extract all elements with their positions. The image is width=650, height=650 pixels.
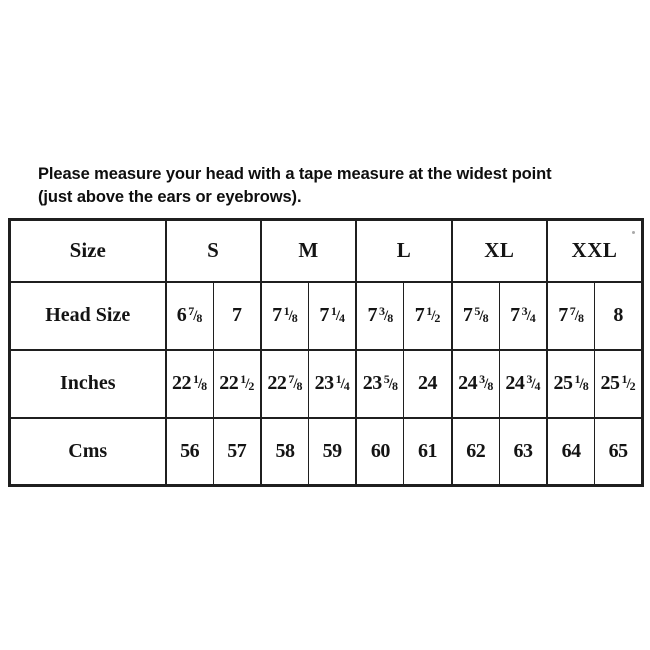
fraction-numerator: 1 <box>574 372 581 386</box>
value-whole: 65 <box>608 439 628 462</box>
value-fraction <box>575 372 589 394</box>
value-fraction <box>379 304 393 326</box>
corner-size-label: Size <box>10 220 166 282</box>
fraction-slash: / <box>479 308 484 324</box>
value-whole: 62 <box>466 439 486 462</box>
value-whole: 64 <box>561 439 581 462</box>
size-group-l: L <box>356 220 451 282</box>
value-whole: 59 <box>322 439 342 462</box>
value-whole: 23 <box>314 372 334 394</box>
value-fraction <box>288 372 302 394</box>
fraction-numerator: 3 <box>526 372 533 386</box>
inches-value-cell <box>356 350 404 418</box>
head-size-value-cell <box>356 282 404 350</box>
size-group-s: S <box>166 220 261 282</box>
fraction-numerator: 1 <box>426 304 433 318</box>
head-size-value-cell <box>213 282 261 350</box>
fraction-slash: / <box>335 308 340 324</box>
value-whole: 7 <box>414 304 425 326</box>
head-size-value-cell <box>261 282 309 350</box>
fraction-slash: / <box>574 308 579 324</box>
inches-value-cell <box>452 350 500 418</box>
value-whole: 24 <box>458 372 478 394</box>
cms-value-cell <box>499 418 547 486</box>
fraction-denominator: 8 <box>391 379 398 393</box>
value-fraction <box>479 372 493 394</box>
fraction-denominator: 8 <box>577 311 584 325</box>
fraction-slash: / <box>531 376 536 392</box>
value-whole: 7 <box>272 304 282 326</box>
fraction-denominator: 8 <box>582 379 589 393</box>
value-fraction <box>284 304 298 326</box>
inches-value-cell <box>213 350 261 418</box>
head-size-value-cell <box>309 282 357 350</box>
cms-row <box>10 418 643 486</box>
value-fraction <box>474 304 488 326</box>
fraction-denominator: 8 <box>387 311 394 325</box>
value-whole: 25 <box>600 372 620 394</box>
fraction-numerator: 3 <box>479 372 486 386</box>
fraction-denominator: 8 <box>482 311 489 325</box>
value-whole: 56 <box>180 439 200 462</box>
value-fraction <box>526 372 540 394</box>
value-whole: 7 <box>319 304 329 326</box>
value-whole: 8 <box>613 304 623 326</box>
fraction-numerator: 1 <box>283 304 290 318</box>
cms-value-cell <box>595 418 643 486</box>
value-whole: 24 <box>418 372 438 394</box>
measure-instruction <box>38 163 628 208</box>
value-fraction <box>188 304 202 326</box>
fraction-numerator: 3 <box>521 304 528 318</box>
value-whole: 60 <box>370 439 390 462</box>
fraction-numerator: 1 <box>621 372 628 386</box>
cms-value-cell <box>356 418 404 486</box>
cms-value-cell <box>452 418 500 486</box>
inches-value-cell <box>547 350 595 418</box>
value-fraction <box>426 304 440 326</box>
inches-value-cell <box>261 350 309 418</box>
value-whole: 61 <box>418 439 438 462</box>
fraction-slash: / <box>198 376 203 392</box>
fraction-numerator: 1 <box>193 372 199 386</box>
inches-value-cell <box>309 350 357 418</box>
fraction-denominator: 2 <box>629 379 636 393</box>
head-size-value-cell <box>404 282 452 350</box>
value-whole: 22 <box>172 372 191 394</box>
fraction-slash: / <box>384 308 389 324</box>
value-whole: 23 <box>362 372 382 394</box>
row-label-head-size: Head Size <box>10 282 166 350</box>
value-fraction <box>522 304 536 326</box>
size-group-m: M <box>261 220 356 282</box>
value-fraction <box>336 372 350 394</box>
value-fraction <box>193 372 207 394</box>
fraction-numerator: 5 <box>474 304 481 318</box>
head-size-value-cell <box>547 282 595 350</box>
value-fraction <box>384 372 398 394</box>
value-whole: 7 <box>558 304 568 326</box>
value-whole: 6 <box>176 304 187 326</box>
fraction-denominator: 4 <box>529 311 536 325</box>
fraction-numerator: 7 <box>288 372 295 386</box>
head-size-value-cell <box>595 282 643 350</box>
fraction-numerator: 7 <box>188 304 195 318</box>
fraction-numerator: 5 <box>383 372 390 386</box>
fraction-denominator: 8 <box>201 379 208 393</box>
size-group-xxl: XXL <box>547 220 642 282</box>
value-whole: 58 <box>275 439 295 462</box>
value-whole: 7 <box>510 304 520 326</box>
fraction-slash: / <box>193 308 198 324</box>
fraction-slash: / <box>245 376 250 392</box>
fraction-slash: / <box>626 376 631 392</box>
inches-value-cell <box>166 350 214 418</box>
head-size-row <box>10 282 643 350</box>
size-chart-body <box>10 220 643 486</box>
inches-value-cell <box>499 350 547 418</box>
instruction-line-2: (just above the ears or eyebrows). <box>38 187 302 206</box>
fraction-denominator: 8 <box>296 379 303 393</box>
fraction-slash: / <box>579 376 584 392</box>
value-whole: 22 <box>219 372 239 394</box>
fraction-numerator: 3 <box>379 304 386 318</box>
value-whole: 7 <box>232 304 242 326</box>
fraction-slash: / <box>340 376 345 392</box>
value-whole: 7 <box>462 304 473 326</box>
fraction-numerator: 1 <box>240 372 247 386</box>
fraction-denominator: 4 <box>339 311 345 325</box>
value-whole: 57 <box>227 439 247 462</box>
fraction-slash: / <box>293 376 298 392</box>
fraction-numerator: 1 <box>330 304 337 318</box>
size-group-xl: XL <box>452 220 547 282</box>
value-fraction <box>240 372 254 394</box>
value-fraction <box>621 372 635 394</box>
scan-artifact-dot <box>632 231 635 234</box>
value-fraction <box>570 304 584 326</box>
cms-value-cell <box>309 418 357 486</box>
fraction-slash: / <box>484 376 489 392</box>
value-whole: 63 <box>513 439 533 462</box>
fraction-denominator: 2 <box>248 379 255 393</box>
value-fraction <box>331 304 345 326</box>
value-whole: 24 <box>505 372 525 394</box>
row-label-cms: Cms <box>10 418 166 486</box>
fraction-denominator: 4 <box>534 379 541 393</box>
fraction-denominator: 4 <box>343 379 350 393</box>
fraction-slash: / <box>288 308 293 324</box>
head-size-value-cell <box>499 282 547 350</box>
cms-value-cell <box>261 418 309 486</box>
fraction-denominator: 8 <box>196 311 203 325</box>
fraction-denominator: 8 <box>291 311 298 325</box>
cms-value-cell <box>547 418 595 486</box>
head-size-value-cell <box>452 282 500 350</box>
hat-size-chart-table <box>8 218 644 487</box>
inches-value-cell <box>404 350 452 418</box>
value-whole: 7 <box>367 304 378 326</box>
cms-value-cell <box>404 418 452 486</box>
fraction-slash: / <box>431 308 436 324</box>
fraction-denominator: 8 <box>487 379 494 393</box>
instruction-line-1: Please measure your head with a tape measure at the widest point <box>38 165 552 183</box>
cms-value-cell <box>213 418 261 486</box>
value-whole: 22 <box>267 372 287 394</box>
fraction-denominator: 2 <box>434 311 441 325</box>
fraction-slash: / <box>388 376 393 392</box>
value-whole: 25 <box>553 372 573 394</box>
fraction-numerator: 7 <box>569 304 576 318</box>
head-size-value-cell <box>166 282 214 350</box>
fraction-slash: / <box>526 308 531 324</box>
inches-value-cell <box>595 350 643 418</box>
size-header-row <box>10 220 643 282</box>
fraction-numerator: 1 <box>335 372 342 386</box>
inches-row <box>10 350 643 418</box>
row-label-inches: Inches <box>10 350 166 418</box>
cms-value-cell <box>166 418 214 486</box>
